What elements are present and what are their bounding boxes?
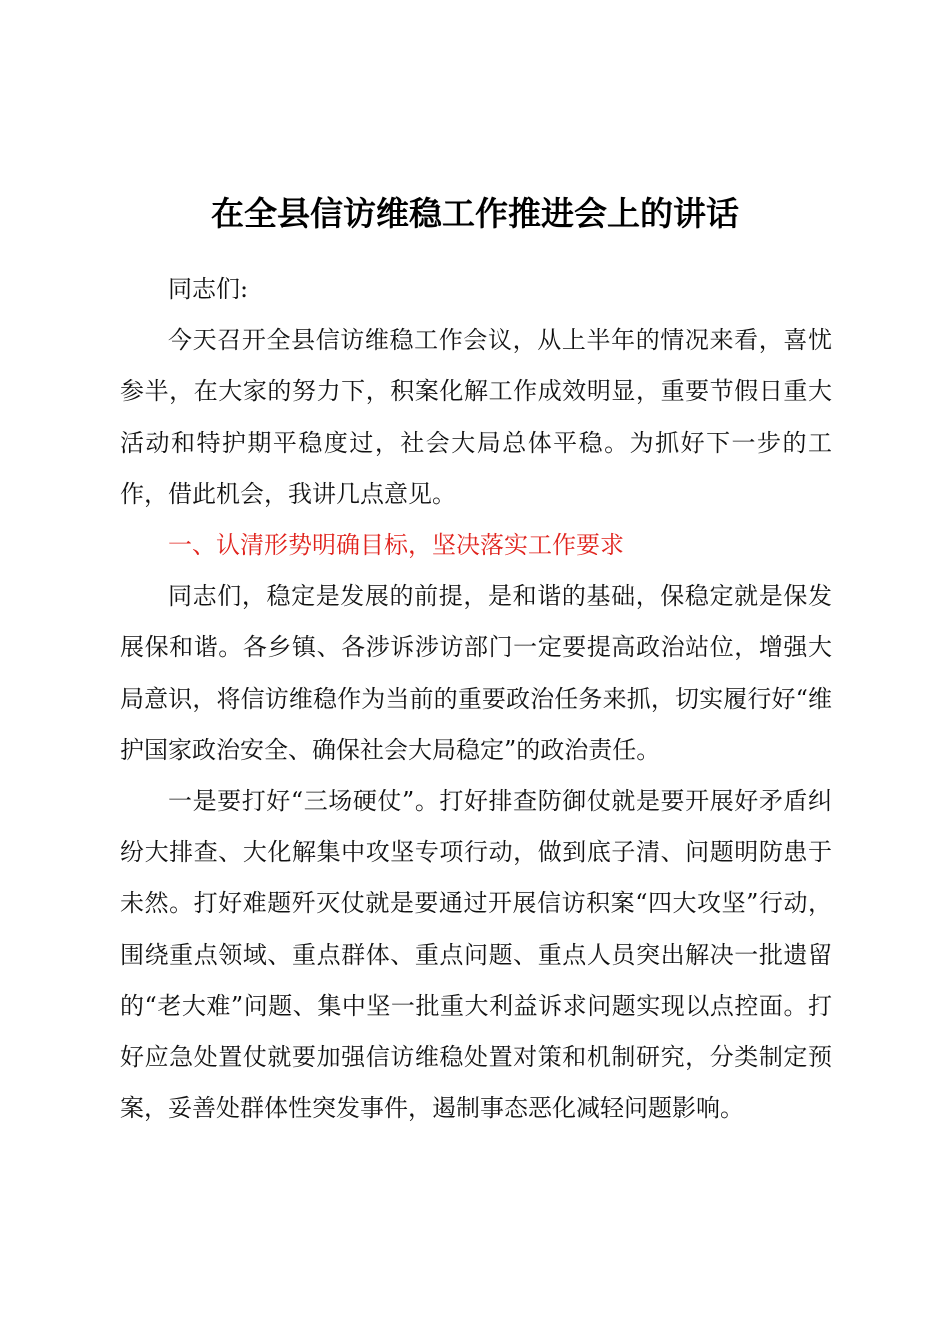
- document-title: 在全县信访维稳工作推进会上的讲话: [211, 194, 739, 233]
- paragraph-stability: 同志们，稳定是发展的前提，是和谐的基础，保稳定就是保发展保和谐。各乡镇、各涉诉涉访部门一定要提高政治站位，增强大局意识，将信访维稳作为当前的重要政治任务来抓，切实履行好“维护国家政治安全、确保社会大局稳定”的政治责任。: [120, 582, 832, 764]
- salutation: 同志们:: [168, 275, 249, 303]
- document-body: [120, 264, 832, 1134]
- paragraph-intro: 今天召开全县信访维稳工作会议，从上半年的情况来看，喜忧参半，在大家的努力下，积案化解工作成效明显，重要节假日重大活动和特护期平稳度过，社会大局总体平稳。为抓好下一步的工作，借此机会，我讲几点意见。: [120, 326, 832, 508]
- section-heading: 一、认清形势明确目标，坚决落实工作要求: [168, 531, 624, 560]
- paragraph-three-battles: 一是要打好“三场硬仗”。打好排查防御仗就是要开展好矛盾纠纷大排查、大化解集中攻坚专项行动，做到底子清、问题明防患于未然。打好难题歼灭仗就是要通过开展信访积案“四大攻坚”行动，围绕重点领域、重点群体、重点问题、重点人员突出解决一批遗留的“老大难”问题、集中坚一批重大利益诉求问题实现以点控面。打好应急处置仗就要加强信访维稳处置对策和机制研究，分类制定预案，妥善处群体性突发事件，遏制事态恶化减轻问题影响。: [120, 787, 832, 1123]
